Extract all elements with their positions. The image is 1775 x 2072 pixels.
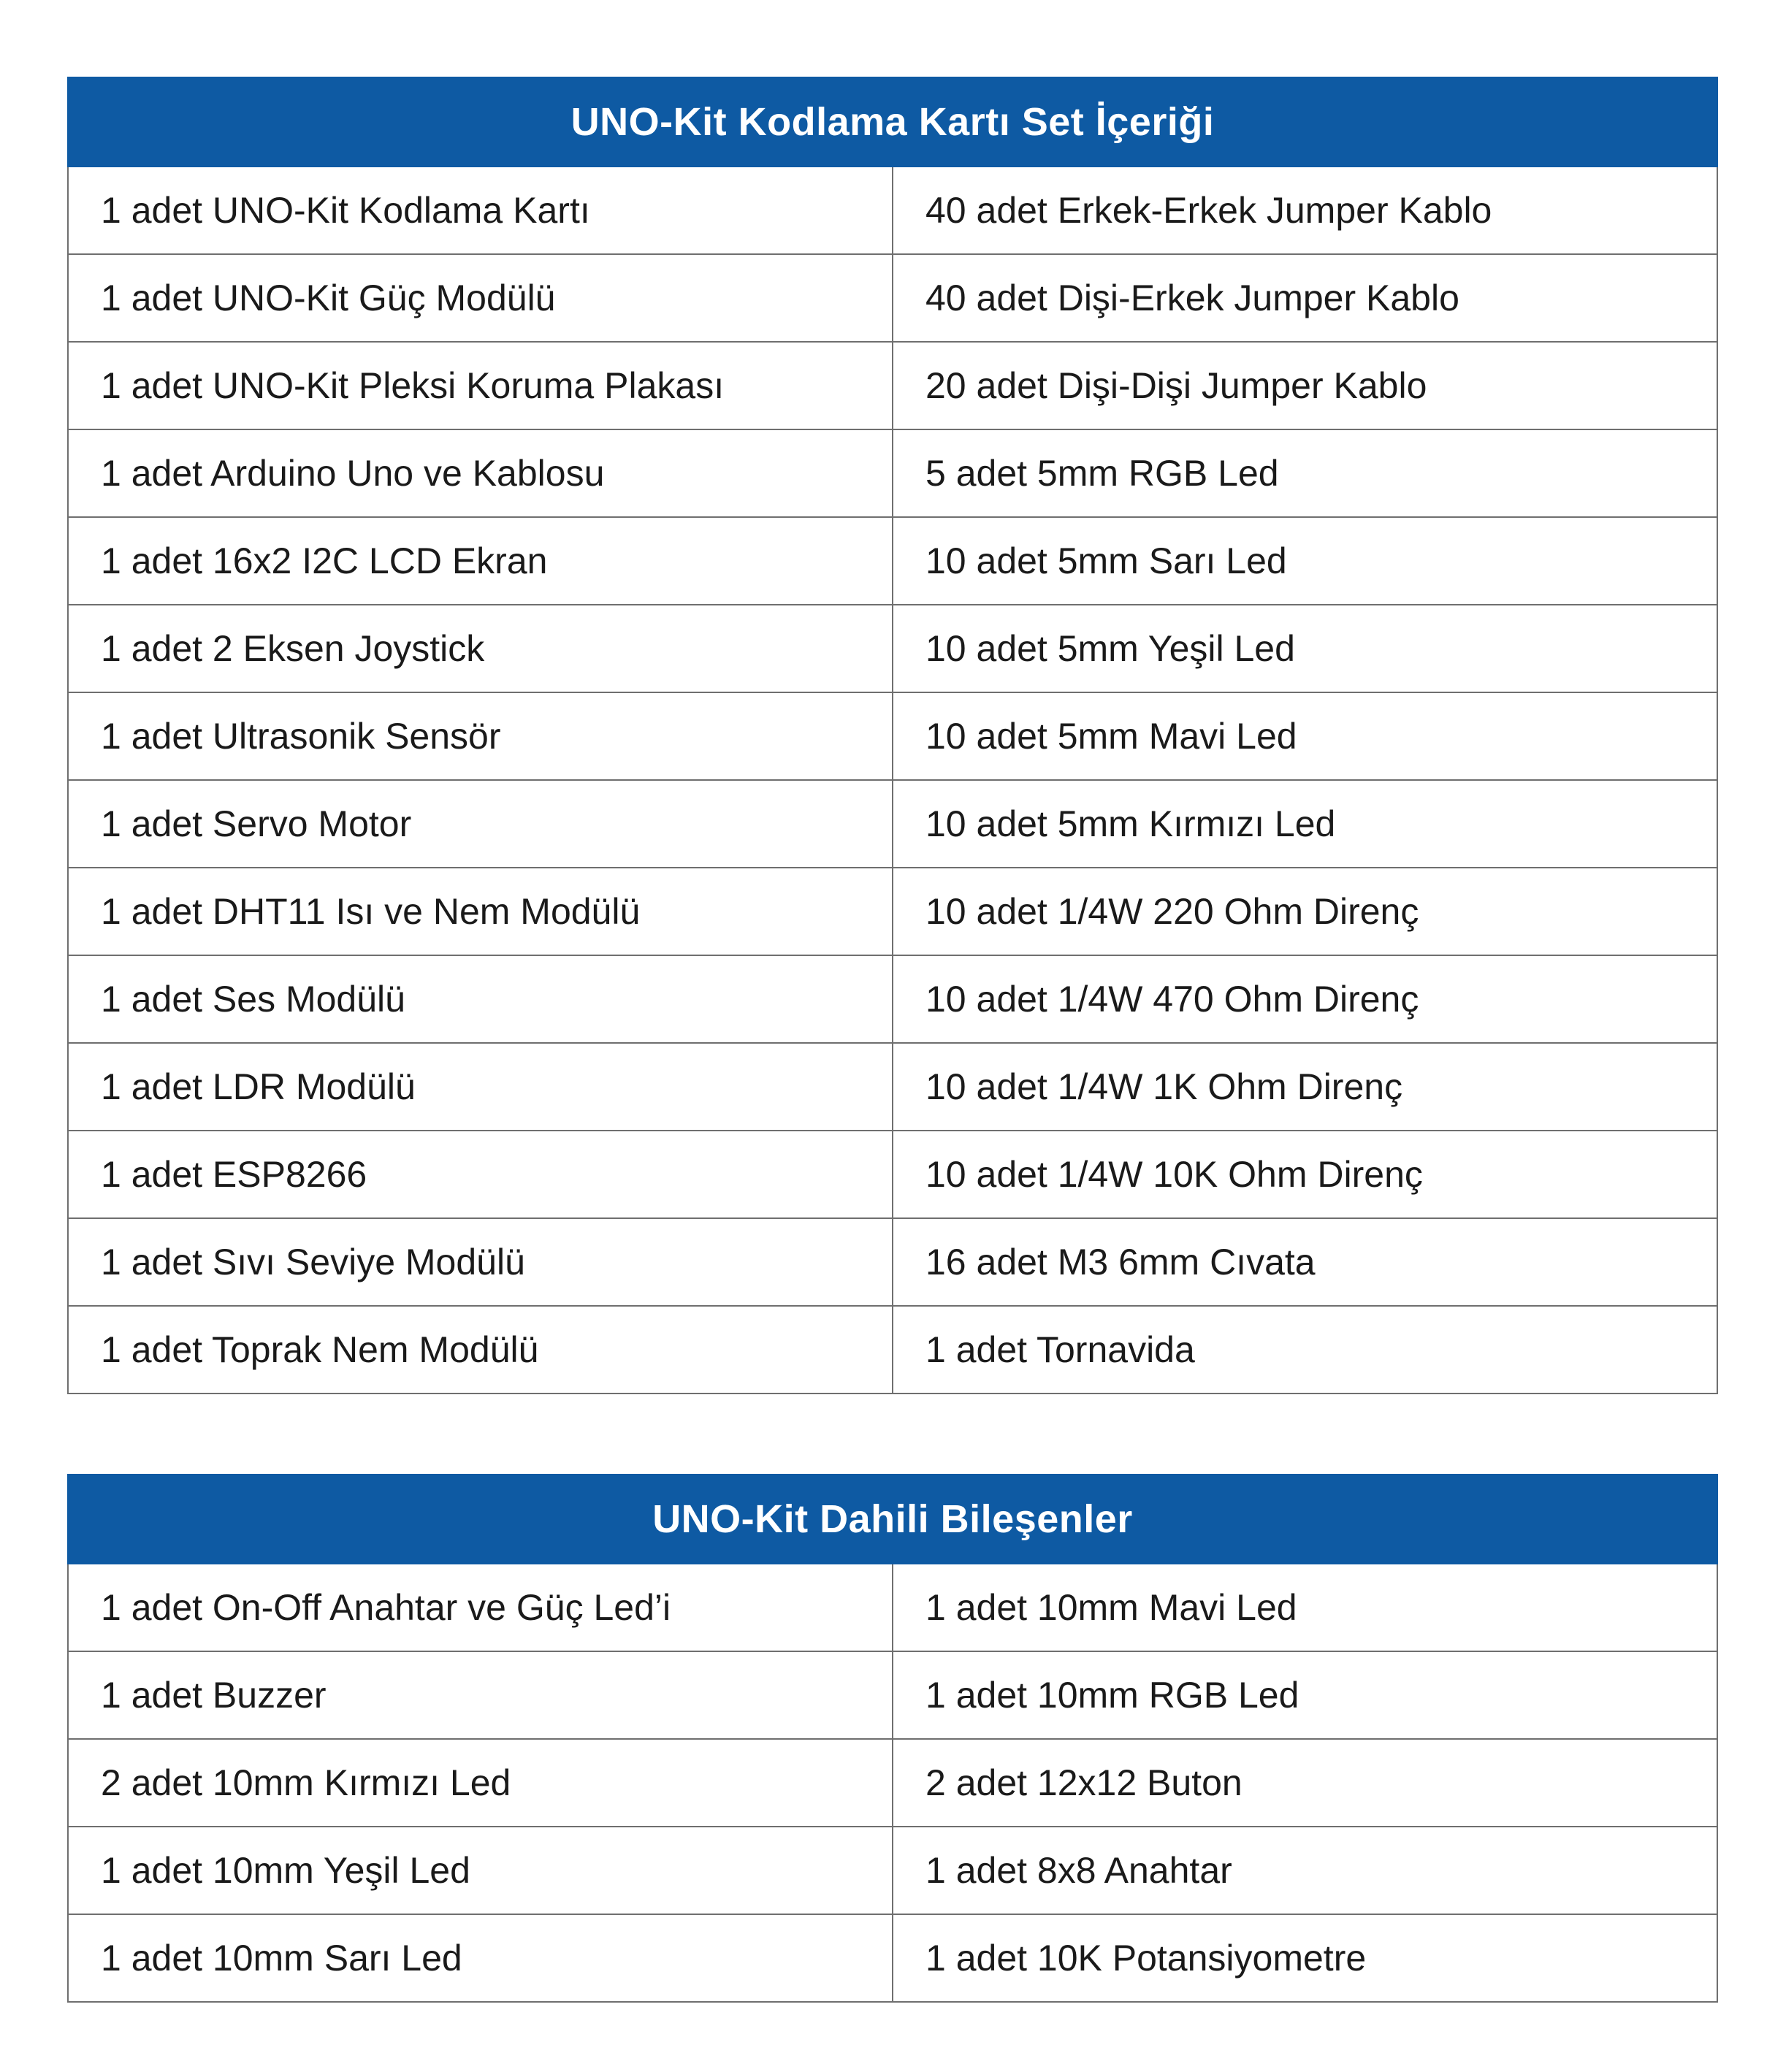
- item-cell-left: 1 adet Buzzer: [68, 1651, 893, 1739]
- item-cell-left: 1 adet LDR Modülü: [68, 1043, 893, 1131]
- table-body: [68, 167, 1717, 1394]
- item-cell-left: 1 adet Toprak Nem Modülü: [68, 1306, 893, 1394]
- item-cell-right: 20 adet Dişi-Dişi Jumper Kablo: [893, 342, 1717, 429]
- table-title: UNO-Kit Dahili Bileşenler: [68, 1475, 1717, 1564]
- item-cell-left: 1 adet DHT11 Isı ve Nem Modülü: [68, 868, 893, 955]
- table-row: [68, 254, 1717, 342]
- table-row: [68, 1564, 1717, 1651]
- item-cell-left: 1 adet Ses Modülü: [68, 955, 893, 1043]
- table-row: [68, 342, 1717, 429]
- item-cell-left: 2 adet 10mm Kırmızı Led: [68, 1739, 893, 1827]
- item-cell-right: 1 adet 8x8 Anahtar: [893, 1827, 1717, 1914]
- table-row: [68, 605, 1717, 692]
- item-cell-right: 40 adet Erkek-Erkek Jumper Kablo: [893, 167, 1717, 254]
- item-cell-right: 10 adet 5mm Yeşil Led: [893, 605, 1717, 692]
- table-row: [68, 1914, 1717, 2002]
- item-cell-right: 10 adet 5mm Mavi Led: [893, 692, 1717, 780]
- item-cell-left: 1 adet UNO-Kit Güç Modülü: [68, 254, 893, 342]
- item-cell-left: 1 adet ESP8266: [68, 1131, 893, 1218]
- item-cell-right: 1 adet 10mm RGB Led: [893, 1651, 1717, 1739]
- item-cell-left: 1 adet Servo Motor: [68, 780, 893, 868]
- built-in-components-table: [67, 1474, 1718, 2003]
- table-row: [68, 1651, 1717, 1739]
- item-cell-left: 1 adet Arduino Uno ve Kablosu: [68, 429, 893, 517]
- table-header-row: [68, 77, 1717, 167]
- item-cell-right: 1 adet 10K Potansiyometre: [893, 1914, 1717, 2002]
- item-cell-left: 1 adet Ultrasonik Sensör: [68, 692, 893, 780]
- table-row: [68, 1131, 1717, 1218]
- item-cell-left: 1 adet UNO-Kit Pleksi Koruma Plakası: [68, 342, 893, 429]
- table-row: [68, 1043, 1717, 1131]
- table-title: UNO-Kit Kodlama Kartı Set İçeriği: [68, 77, 1717, 167]
- item-cell-right: 5 adet 5mm RGB Led: [893, 429, 1717, 517]
- item-cell-left: 1 adet On-Off Anahtar ve Güç Led’i: [68, 1564, 893, 1651]
- item-cell-left: 1 adet UNO-Kit Kodlama Kartı: [68, 167, 893, 254]
- table-row: [68, 955, 1717, 1043]
- item-cell-right: 40 adet Dişi-Erkek Jumper Kablo: [893, 254, 1717, 342]
- item-cell-right: 10 adet 5mm Sarı Led: [893, 517, 1717, 605]
- table-row: [68, 1739, 1717, 1827]
- item-cell-left: 1 adet 16x2 I2C LCD Ekran: [68, 517, 893, 605]
- item-cell-left: 1 adet 10mm Sarı Led: [68, 1914, 893, 2002]
- item-cell-left: 1 adet 2 Eksen Joystick: [68, 605, 893, 692]
- table-row: [68, 692, 1717, 780]
- table-row: [68, 1218, 1717, 1306]
- table-row: [68, 868, 1717, 955]
- item-cell-left: 1 adet 10mm Yeşil Led: [68, 1827, 893, 1914]
- item-cell-right: 10 adet 1/4W 1K Ohm Direnç: [893, 1043, 1717, 1131]
- table-row: [68, 1827, 1717, 1914]
- table-header-row: [68, 1475, 1717, 1564]
- item-cell-right: 16 adet M3 6mm Cıvata: [893, 1218, 1717, 1306]
- item-cell-left: 1 adet Sıvı Seviye Modülü: [68, 1218, 893, 1306]
- set-contents-table: [67, 77, 1718, 1394]
- item-cell-right: 10 adet 1/4W 470 Ohm Direnç: [893, 955, 1717, 1043]
- item-cell-right: 1 adet 10mm Mavi Led: [893, 1564, 1717, 1651]
- item-cell-right: 10 adet 1/4W 220 Ohm Direnç: [893, 868, 1717, 955]
- table-row: [68, 1306, 1717, 1394]
- item-cell-right: 10 adet 5mm Kırmızı Led: [893, 780, 1717, 868]
- table-row: [68, 780, 1717, 868]
- table-body: [68, 1564, 1717, 2002]
- item-cell-right: 1 adet Tornavida: [893, 1306, 1717, 1394]
- table-row: [68, 517, 1717, 605]
- table-row: [68, 429, 1717, 517]
- table-row: [68, 167, 1717, 254]
- item-cell-right: 10 adet 1/4W 10K Ohm Direnç: [893, 1131, 1717, 1218]
- item-cell-right: 2 adet 12x12 Buton: [893, 1739, 1717, 1827]
